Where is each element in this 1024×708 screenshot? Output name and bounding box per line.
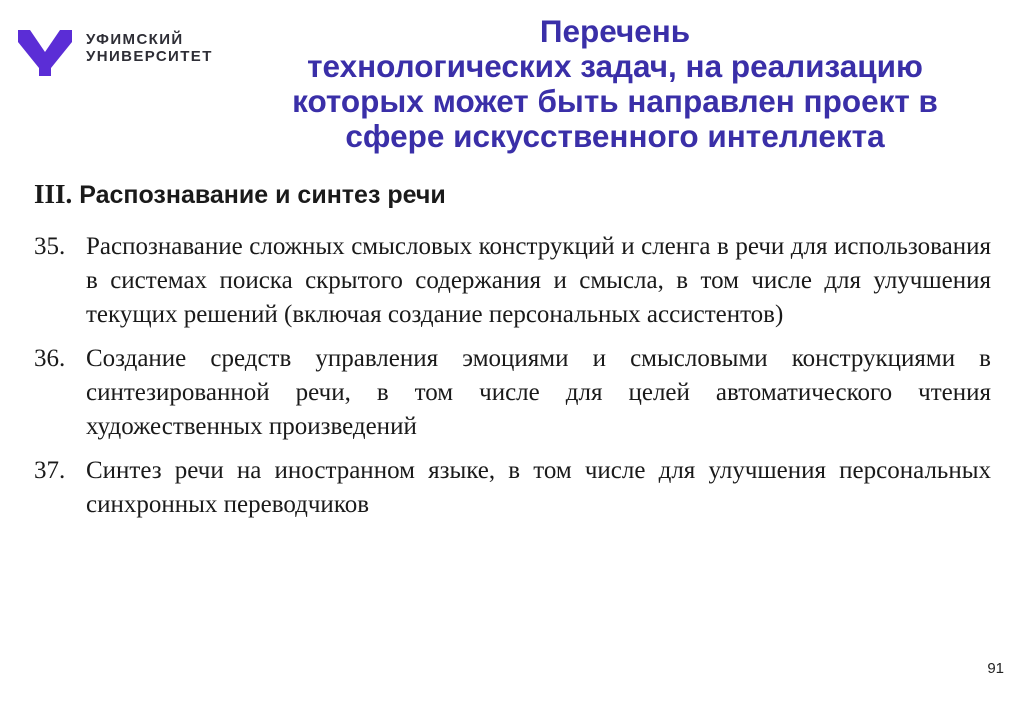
item-number: 36. — [34, 345, 66, 372]
logo-line-1: УФИМСКИЙ — [86, 31, 184, 48]
section-number: III. — [34, 179, 73, 209]
item-number: 35. — [34, 233, 66, 260]
title-line-4: сфере искусственного интеллекта — [345, 118, 885, 154]
task-list — [34, 230, 991, 532]
section-heading — [34, 178, 446, 211]
item-text: Синтез речи на иностранном языке, в том числе для улучшения персональных синхронных переводчиков — [86, 457, 991, 518]
title-line-2: технологических задач, на реализацию — [307, 48, 923, 84]
item-number: 37. — [34, 457, 66, 484]
item-text: Создание средств управления эмоциями и смысловыми конструкциями в синтезированной речи, в том числе для целей автоматического чтения художественных произведений — [86, 345, 991, 440]
title-line-3: которых может быть направлен проект в — [292, 83, 938, 119]
page-number: 91 — [987, 660, 1004, 677]
list-item — [34, 230, 991, 332]
logo-mark-icon — [18, 20, 72, 76]
title-line-1: Перечень — [539, 13, 691, 49]
logo-line-2: УНИВЕРСИТЕТ — [86, 48, 213, 65]
logo-text — [86, 31, 213, 65]
item-text: Распознавание сложных смысловых конструкций и сленга в речи для использования в системах поиска скрытого содержания и смысла, в том числе для улучшения текущих решений (включая создание персональных ассистентов) — [86, 233, 991, 328]
university-logo — [18, 20, 213, 76]
slide-title — [200, 14, 1024, 154]
list-item — [34, 454, 991, 522]
list-item — [34, 342, 991, 444]
section-title: Распознавание и синтез речи — [79, 181, 446, 209]
